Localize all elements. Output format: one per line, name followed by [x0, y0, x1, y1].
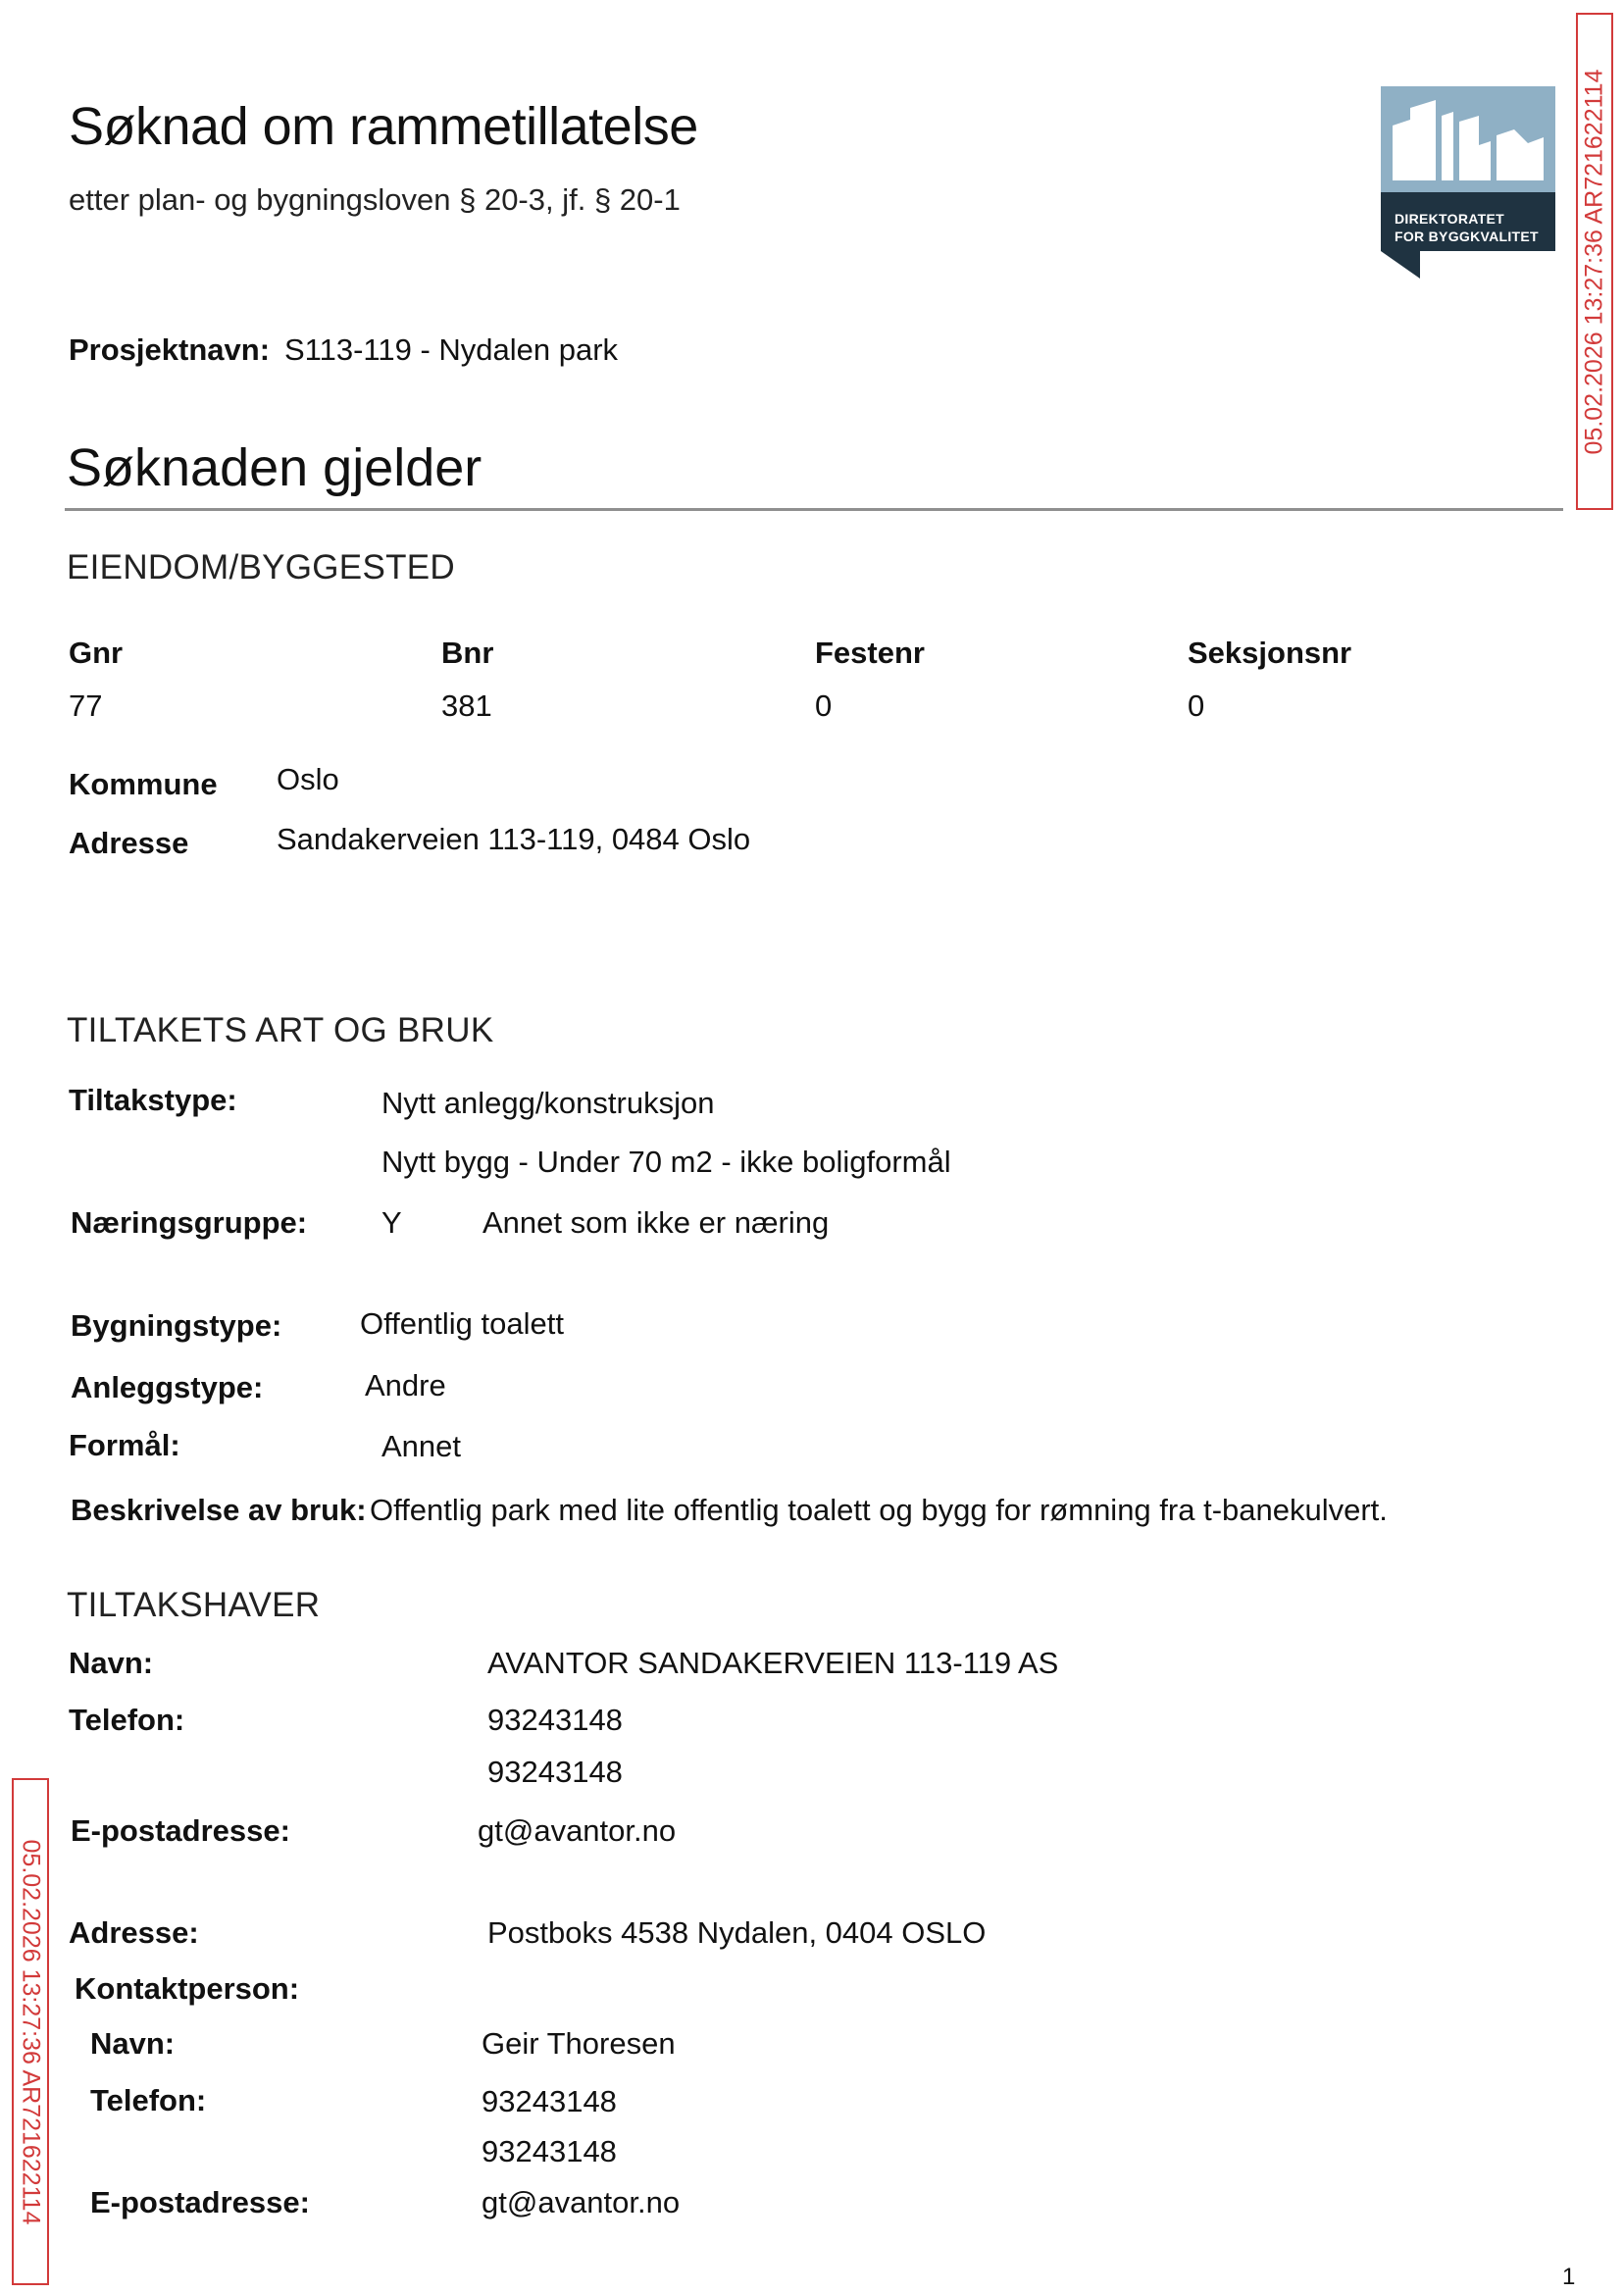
kontaktperson-label: Kontaktperson:	[75, 1971, 300, 2006]
tiltakshaver-heading: TILTAKSHAVER	[67, 1586, 321, 1624]
logo-text-line1: DIREKTORATET	[1395, 211, 1504, 227]
anleggstype-value: Andre	[365, 1368, 446, 1402]
tiltakstype-label: Tiltakstype:	[69, 1083, 237, 1117]
anleggstype-label: Anleggstype:	[71, 1370, 264, 1404]
kontakt-navn-label: Navn:	[90, 2026, 176, 2061]
festenr-label: Festenr	[815, 636, 925, 670]
beskrivelse-value: Offentlig park med lite offentlig toalett og bygg for rømning fra t-banekulvert.	[370, 1493, 1388, 1527]
tiltakshaver-epost-label: E-postadresse:	[71, 1813, 290, 1848]
dibk-logo	[1381, 86, 1555, 279]
kontakt-epost-value: gt@avantor.no	[482, 2185, 681, 2219]
festenr-value: 0	[815, 688, 833, 723]
adresse-label: Adresse	[69, 826, 189, 860]
adresse-value: Sandakerveien 113-119, 0484 Oslo	[277, 822, 751, 856]
seksjonsnr-value: 0	[1188, 688, 1205, 723]
naeringsgruppe-code: Y	[381, 1205, 402, 1240]
bygningstype-value: Offentlig toalett	[360, 1306, 564, 1341]
timestamp-stamp-left	[12, 1778, 49, 2285]
tiltakshaver-adresse-label: Adresse:	[69, 1915, 199, 1950]
tiltakshaver-navn-label: Navn:	[69, 1646, 154, 1680]
seksjonsnr-label: Seksjonsnr	[1188, 636, 1352, 670]
tiltakshaver-telefon-value-1: 93243148	[487, 1703, 623, 1737]
formal-label: Formål:	[69, 1428, 180, 1462]
kontakt-telefon-value-1: 93243148	[482, 2084, 617, 2118]
tiltakshaver-telefon-value-2: 93243148	[487, 1755, 623, 1789]
beskrivelse-label: Beskrivelse av bruk:	[71, 1493, 367, 1527]
timestamp-stamp-right	[1576, 13, 1613, 510]
tiltakstype-value-1: Nytt anlegg/konstruksjon	[381, 1086, 715, 1120]
kommune-label: Kommune	[69, 767, 218, 801]
project-name-value: S113-119 - Nydalen park	[284, 332, 619, 367]
tiltakstype-value-2: Nytt bygg - Under 70 m2 - ikke boligformål	[381, 1145, 951, 1179]
project-name-label: Prosjektnavn:	[69, 332, 271, 367]
section-divider	[65, 508, 1563, 511]
kontakt-navn-value: Geir Thoresen	[482, 2026, 676, 2061]
property-heading: EIENDOM/BYGGESTED	[67, 548, 455, 586]
bygningstype-label: Bygningstype:	[71, 1308, 282, 1343]
dibk-logo-graphic	[1381, 86, 1555, 279]
kontakt-telefon-value-2: 93243148	[482, 2134, 617, 2168]
kontakt-epost-label: E-postadresse:	[90, 2185, 310, 2219]
timestamp-stamp-text: 05.02.2026 13:27:36 AR721622114	[1580, 69, 1608, 454]
timestamp-stamp-text: 05.02.2026 13:27:36 AR721622114	[17, 1839, 45, 2224]
naeringsgruppe-value: Annet som ikke er næring	[482, 1205, 830, 1240]
gnr-value: 77	[69, 688, 103, 723]
tiltakshaver-navn-value: AVANTOR SANDAKERVEIEN 113-119 AS	[487, 1646, 1059, 1680]
tiltakshaver-epost-value: gt@avantor.no	[478, 1813, 677, 1848]
formal-value: Annet	[381, 1429, 462, 1463]
tiltak-heading: TILTAKETS ART OG BRUK	[67, 1011, 494, 1049]
tiltakshaver-telefon-label: Telefon:	[69, 1703, 185, 1737]
bnr-label: Bnr	[441, 636, 494, 670]
bnr-value: 381	[441, 688, 492, 723]
tiltakshaver-adresse-value: Postboks 4538 Nydalen, 0404 OSLO	[487, 1915, 987, 1950]
gnr-label: Gnr	[69, 636, 124, 670]
page-number: 1	[1562, 2264, 1576, 2290]
document-subtitle: etter plan- og bygningsloven § 20-3, jf. § 20-1	[69, 182, 681, 217]
logo-text-line2: FOR BYGGKVALITET	[1395, 229, 1539, 244]
naeringsgruppe-label: Næringsgruppe:	[71, 1205, 308, 1240]
kontakt-telefon-label: Telefon:	[90, 2083, 207, 2117]
kommune-value: Oslo	[277, 762, 339, 796]
section-heading: Søknaden gjelder	[67, 438, 482, 497]
document-title: Søknad om rammetillatelse	[69, 97, 698, 156]
